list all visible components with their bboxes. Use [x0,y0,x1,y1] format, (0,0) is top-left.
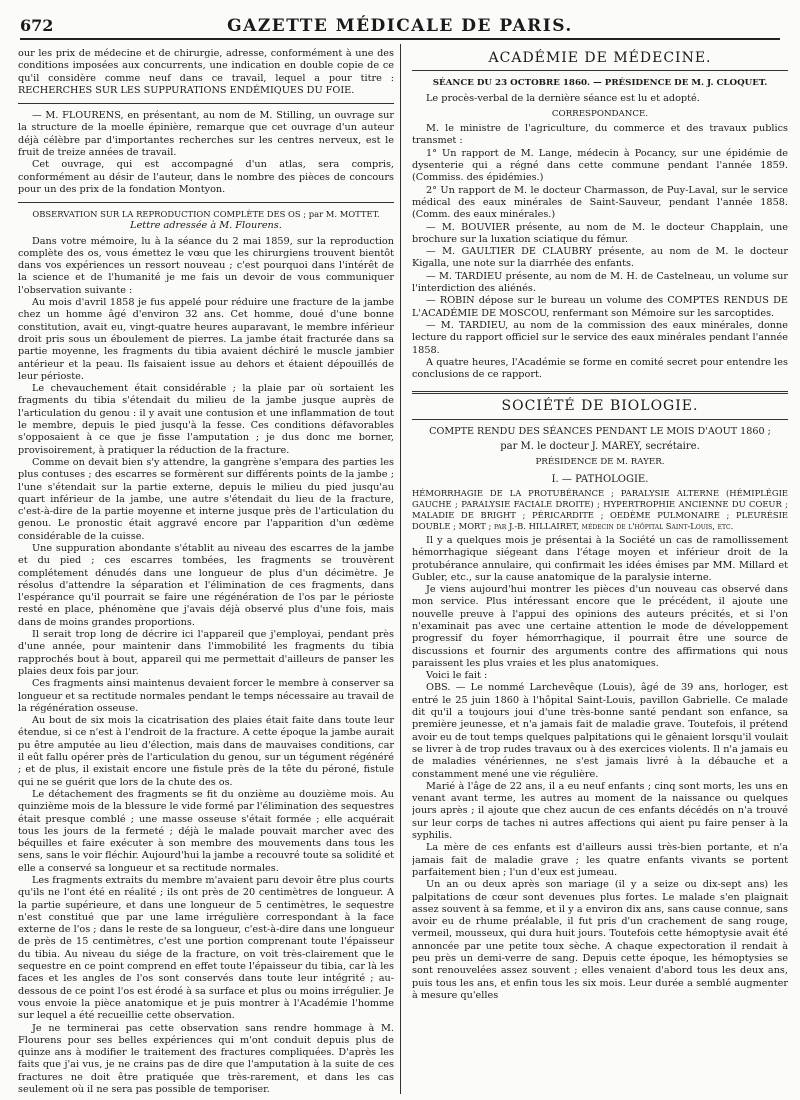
paragraph: Un an ou deux après son mariage (il y a seize ou dix-sept ans) les palpitations de cœur sont devenues plus fortes. Le malade s'en plaignait assez souvent à sa femme, et il y a environ dix ans, sans cause connue, sans avoir eu de rhume préalable, il fut pris d'un crachement de sang rouge, vermeil, mousseux, qui dura huit jours. Toutefois cette hémoptysie avait été annoncée par une petite toux sèche. A chaque expectoration il rendait à peu près un demi-verre de sang. Depuis cette époque, les hémoptysies se sont renouvelées assez souvent ; elles venaient d'abord tous les deux ans, puis tous les ans, et enfin tous les six mois. Leur durée a semblé augmenter à mesure qu'elles [412,879,788,1001]
pathologie-description: HÉMORRHAGIE DE LA PROTUBÉRANCE ; PARALYSIE ALTERNE (HÉMIPLÉGIE GAUCHE ; PARALYSIE FACIALE DROITE) ; HYPERTROPHIE ANCIENNE DU COEUR ; MALADIE DE BRIGHT ; PÉRICARDITE ; OEDÈME PULMONAIRE ; PLEURÉSIE DOUBLE ; MORT ; par J.-B. HILLAIRET, médecin de l'hôpital Saint-Louis, etc. [412,487,788,531]
correspondance-heading: CORRESPONDANCE. [551,108,649,119]
page-header [20,14,780,40]
left-column [18,48,394,1094]
paragraph: our les prix de médecine et de chirurgie, adresse, conformément à une des conditions imposées aux concurrents, une indication en double copie de ce qu'il considère comme neuf dans ce travail, lequel a pour titre : RECHERCHES SUR LES SUPPURATIONS ENDÉMIQUES DU FOIE. [18,48,394,96]
paragraph: Marié à l'âge de 22 ans, il a eu neuf enfants ; cinq sont morts, les uns en venant avant terme, les autres au moment de la naissance ou quelques jours après ; il ajoute que chez aucun de ces enfants décédés on n'a trouvé sur leur corps de taches ni autres affections qui aient pu faire penser à la syphilis. [412,780,788,842]
paragraph: La mère de ces enfants est d'ailleurs aussi très-bien portante, et n'a jamais fait de maladie grave ; les quatre enfants vivants se portent parfaitement bien ; l'un d'eux est jumeau. [412,842,788,878]
paragraph: Le chevauchement était considérable ; la plaie par où sortaient les fragments du tibia s'étendait du milieu de la jambe jusque auprès de l'articulation du genou : il y avait une contusion et une inflammation de tout le membre, depuis le pied jusqu'à la fesse. Ces conditions défavorables s'opposaient à ce que je fisse l'amputation ; je dus donc me borner, provisoirement, à pratiquer la réduction de la fracture. [18,383,394,456]
paragraph: Une suppuration abondante s'établit au niveau des escarres de la jambe et du pied ; ces escarres tombées, les fragments se trouvèrent complétement dénudés dans une longueur de plus d'un décimètre. Je résolus d'attendre la séparation et l'élimination de ces fragments, dans l'espérance qu'il pourrait se faire une régénération de l'os par le périoste resté en place, phénomène que j'avais déjà observé plus d'une fois, mais dans de moins grandes proportions. [18,542,394,628]
paragraph: Comme on devait bien s'y attendre, la gangrène s'empara des parties les plus contuses ; des escarres se formèrent sur différents points de la jambe ; l'une s'étendait sur la partie externe, depuis le milieu du pied jusqu'au quart inférieur de la jambe, une autre s'étendait du lieu de la fracture, c'est-à-dire de la partie moyenne et interne jusque près de l'articulation du genou. Le pronostic était aggravé encore par l'apparition d'un œdème considérable de la cuisse. [18,456,394,542]
paragraph: Au mois d'avril 1858 je fus appelé pour réduire une fracture de la jambe chez un homme âgé d'environ 32 ans. Cet homme, doué d'une bonne constitution, avait eu, vingt-quatre heures auparavant, le membre inférieur droit pris sous un éboulement de pierres. La jambe était fracturée dans sa partie moyenne, les fragments du tibia avaient déchiré le muscle jambier antérieur et la peau. Ils faisaient issue au dehors et étaient dépouillés de leur périoste. [18,297,394,382]
paragraph: OBS. — Le nommé Larchevêque (Louis), âgé de 39 ans, horloger, est entré le 25 juin 1860 à l'hôpital Saint-Louis, pavillon Gabrielle. Ce malade dit qu'il a toujours joui d'une très-bonne santé pendant son enfance, sa première jeunesse, et n'a jamais fait de maladie grave. Toutefois, il prétend avoir eu de tout temps quelques palpitations qui le gênaient lorsqu'il voulait se livrer à de trop rudes travaux ou à des exercices violents. Il n'a jamais eu de maladies vénériennes, ne s'est jamais livré à la débauche et a constamment mené une vie régulière. [412,682,788,780]
paragraph: Je viens aujourd'hui montrer les pièces d'un nouveau cas observé dans mon service. Plus intéressant encore que le précédent, il ajoute une nouvelle preuve à l'appui des opinions des auteurs précités, et si l'on n'examinait pas avec une certaine attention le mode de développement progressif du foyer hémorrhagique, il pourrait être une source de discussions et fournir des arguments contre des affirmations qui nous paraissent les plus vraies et les plus anatomiques. [412,584,788,669]
pathologie-heading: I. — PATHOLOGIE. [551,473,649,485]
section-title-societe: SOCIÉTÉ DE BIOLOGIE. [501,398,699,415]
paragraph: Dans votre mémoire, lu à la séance du 2 mai 1859, sur la reproduction complète des os, vous émettez le vœu que les chirurgiens trouvent bientôt dans vos expériences un ressort nouveau ; c'est pourquoi dans l'intérêt de la science et de l'humanité je me fais un devoir de vous communiquer l'observation suivante : [18,235,394,296]
paragraph: Les fragments extraits du membre m'avaient paru devoir être plus courts qu'ils ne l'ont été en réalité ; ils ont près de 20 centimètres de longueur. A la partie supérieure, et dans une longueur de 5 centimètres, le sequestre n'est constitué que par une lame irrégulière correspondant à la face externe de l'os ; dans le reste de sa longueur, c'est-à-dire dans une longueur de près de 15 centimètres, c'est une portion comprenant toute l'épaisseur du tibia. Au niveau du siége de la fracture, on voit très-clairement que le sequestre en ce point comprend en effet toute l'épaisseur du tibia, car là les faces et les angles de l'os sont conservés dans toute leur intégrité ; au-dessous de ce point l'os est érodé à sa surface et plus ou moins irrégulier. Je vous envoie la pièce anatomique et je puis montrer à l'Académie l'homme sur lequel a été recueillie cette observation. [18,875,394,1022]
paragraph: Il serait trop long de décrire ici l'appareil que j'employai, pendant près d'une année, pour maintenir dans l'immobilité les fragments du tibia rapprochés bout à bout, appareil qui me permettait d'ailleurs de panser les plaies deux fois par jour. [18,629,394,677]
paragraph: — M. FLOURENS, en présentant, au nom de M. Stilling, un ouvrage sur la structure de la moelle épinière, remarque que cet ouvrage d'un auteur déjà célèbre par d'importantes recherches sur les centres nerveux, est le fruit de treize années de travail. [18,110,394,159]
session-line: SÉANCE DU 23 OCTOBRE 1860. — PRÉSIDENCE DE M. J. CLOQUET. [432,78,768,89]
paragraph: M. le ministre de l'agriculture, du commerce et des travaux publics transmet : [412,123,788,147]
separator [18,202,394,203]
section-separator [412,391,788,394]
article-subtitle: Lettre adressée à M. Flourens. [130,220,282,232]
page-number: 672 [20,16,54,35]
column-divider [400,44,401,1094]
right-column [412,48,788,1094]
paragraph: Le détachement des fragments se fit du onzième au douzième mois. Au quinzième mois de la blessure le vide formé par l'élimination des sequestres était presque comblé ; une masse osseuse s'était formée ; elle acquérait tous les jours de la fermeté ; déjà le malade pouvait marcher avec des béquilles et faire exécuter à son membre des mouvements dans tous les sens, sans le voir fléchir. Aujourd'hui la jambe a recouvré toute sa solidité et elle a conservé sa longueur et sa rectitude normales. [18,788,394,874]
section-title-academie: ACADÉMIE DE MÉDECINE. [488,50,712,66]
paragraph: Au bout de six mois la cicatrisation des plaies était faite dans toute leur étendue, si ce n'est à l'endroit de la fracture. A cette époque la jambe aurait pu être amputée au lieu d'élection, mais dans de mauvaises conditions, car il eût fallu opérer près de l'articulation du genou, sur un tégument régénéré ; et de plus, il existait encore une fistule près de la tête du péroné, fistule qui ne se guérit que lors de la chute des os. [18,715,394,788]
compte-rendu-line: COMPTE RENDU DES SÉANCES PENDANT LE MOIS D'AOUT 1860 ; [429,425,771,437]
paragraph: — M. TARDIEU, au nom de la commission des eaux minérales, donne lecture du rapport officiel sur le service des eaux minérales pendant l'année 1858. [412,319,788,356]
paragraph: Ces fragments ainsi maintenus devaient forcer le membre à conserver sa longueur et sa rectitude normales pendant le temps nécessaire au travail de la régénération osseuse. [18,678,394,714]
separator [412,419,788,420]
separator [18,103,394,104]
presidence-line: PRÉSIDENCE DE M. RAYER. [535,457,665,468]
paragraph: — M. GAULTIER DE CLAUBRY présente, au nom de M. le docteur Kigalla, une note sur la diarrhée des enfants. [412,246,788,270]
paragraph: Il y a quelques mois je présentai à la Société un cas de ramollissement hémorrhagique siégeant dans l'étage moyen et inférieur droit de la protubérance annulaire, qui confirmait les idées émises par MM. Millard et Gubler, etc., sur la cause anatomique de la paralysie interne. [412,534,788,583]
paragraph: Le procès-verbal de la dernière séance est lu et adopté. [426,92,700,104]
compte-rendu-author: par M. le docteur J. MAREY, secrétaire. [500,441,700,453]
paragraph: Voici le fait : [426,670,488,682]
paragraph: 2° Un rapport de M. le docteur Charmasson, de Puy-Laval, sur le service médical des eaux minérales de Saint-Sauveur, pendant l'année 1858. (Comm. des eaux minérales.) [412,184,788,221]
paragraph: — M. TARDIEU présente, au nom de M. H. de Castelneau, un volume sur l'interdiction des aliénés. [412,270,788,295]
paragraph: Cet ouvrage, qui est accompagné d'un atlas, sera compris, conformément au désir de l'auteur, dans le nombre des pièces de concours pour un des prix de la fondation Montyon. [18,159,394,195]
paragraph: 1° Un rapport de M. Lange, médecin à Pocancy, sur une épidémie de dysenterie qui a régné dans cette commune pendant l'année 1859. (Commiss. des épidémies.) [412,147,788,184]
separator [412,70,788,71]
journal-title: GAZETTE MÉDICALE DE PARIS. [227,16,573,36]
article-title: OBSERVATION SUR LA REPRODUCTION COMPLÈTE DES OS ; par M. MOTTET. [32,209,380,220]
paragraph: Je ne terminerai pas cette observation sans rendre hommage à M. Flourens pour ses belles expériences qui m'ont conduit depuis plus de quinze ans à modifier le traitement des fractures compliquées. D'après les faits que j'ai vus, je ne crains pas de dire que l'amputation à la suite de ces fractures ne doit être pratiquée que très-rarement, et dans les cas seulement où il ne sera pas possible de temporiser. [18,1022,394,1094]
paragraph: A quatre heures, l'Académie se forme en comité secret pour entendre les conclusions de ce rapport. [412,356,788,381]
paragraph: — ROBIN dépose sur le bureau un volume des COMPTES RENDUS DE L'ACADÉMIE DE MOSCOU, renfermant son Mémoire sur les sarcoptides. [412,295,788,319]
paragraph: — M. BOUVIER présente, au nom de M. le docteur Chapplain, une brochure sur la luxation sciatique du fémur. [412,221,788,245]
